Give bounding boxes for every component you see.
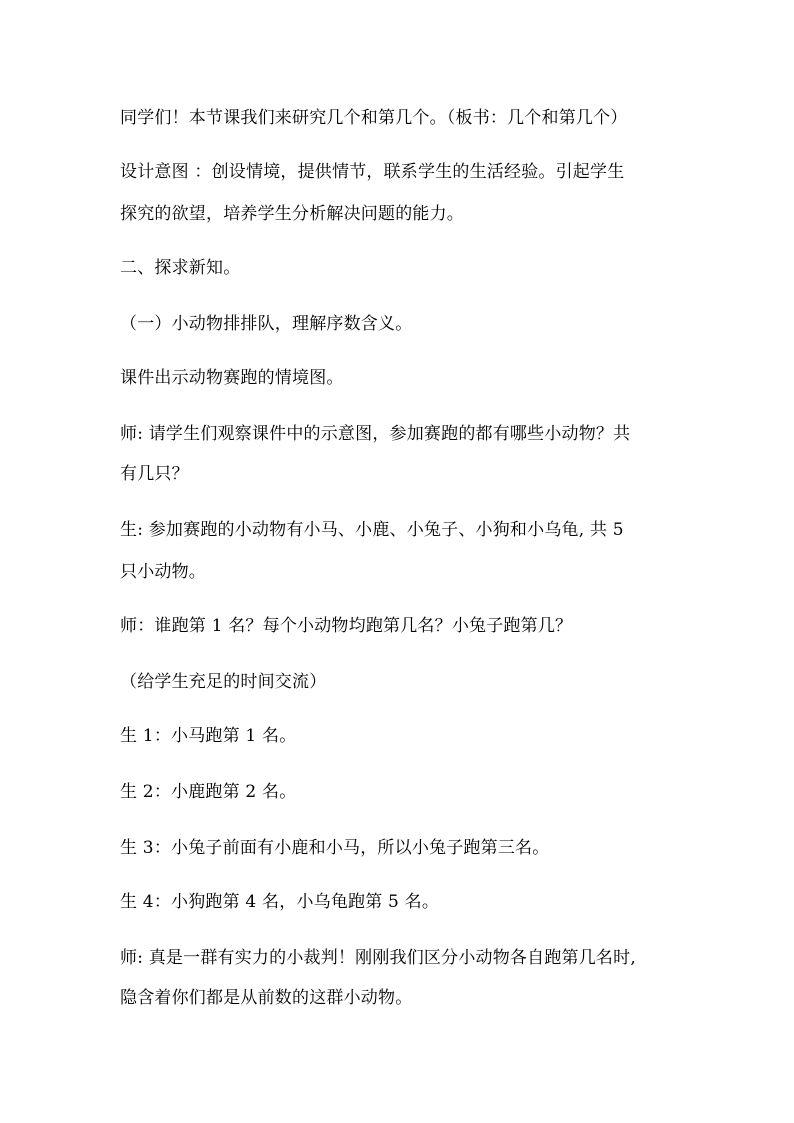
text-line: 同学们！本节课我们来研究几个和第几个。（板书：几个和第几个） xyxy=(120,108,628,128)
text-line: 生: 参加赛跑的小动物有小马、小鹿、小兔子、小狗和小乌龟, 共 5 xyxy=(120,520,624,540)
text-line: 生 1：小马跑第 1 名。 xyxy=(120,726,297,746)
text-line: 师: 请学生们观察课件中的示意图，参加赛跑的都有哪些小动物？共 xyxy=(120,424,631,444)
text-line: （给学生充足的时间交流） xyxy=(120,672,327,692)
text-line: 师：谁跑第 1 名？每个小动物均跑第几名？小兔子跑第几？ xyxy=(120,616,573,636)
text-line: 师: 真是一群有实力的小裁判！刚刚我们区分小动物各自跑第几名时, xyxy=(120,948,636,968)
text-line: 设计意图 ：创设情境，提供情节，联系学生的生活经验。引起学生 xyxy=(120,162,625,182)
text-line: 生 3：小兔子前面有小鹿和小马，所以小兔子跑第三名。 xyxy=(120,838,550,858)
text-line: （一）小动物排排队，理解序数含义。 xyxy=(120,314,413,334)
text-line: 探究的欲望，培养学生分析解决问题的能力。 xyxy=(120,204,464,224)
text-line: 二、探求新知。 xyxy=(120,258,241,278)
text-line: 有几只？ xyxy=(120,464,189,484)
text-line: 隐含着你们都是从前数的这群小动物。 xyxy=(120,988,413,1008)
text-line: 课件出示动物赛跑的情境图。 xyxy=(120,368,344,388)
text-line: 生 4：小狗跑第 4 名，小乌龟跑第 5 名。 xyxy=(120,892,440,912)
text-line: 生 2：小鹿跑第 2 名。 xyxy=(120,782,297,802)
text-line: 只小动物。 xyxy=(120,562,206,582)
